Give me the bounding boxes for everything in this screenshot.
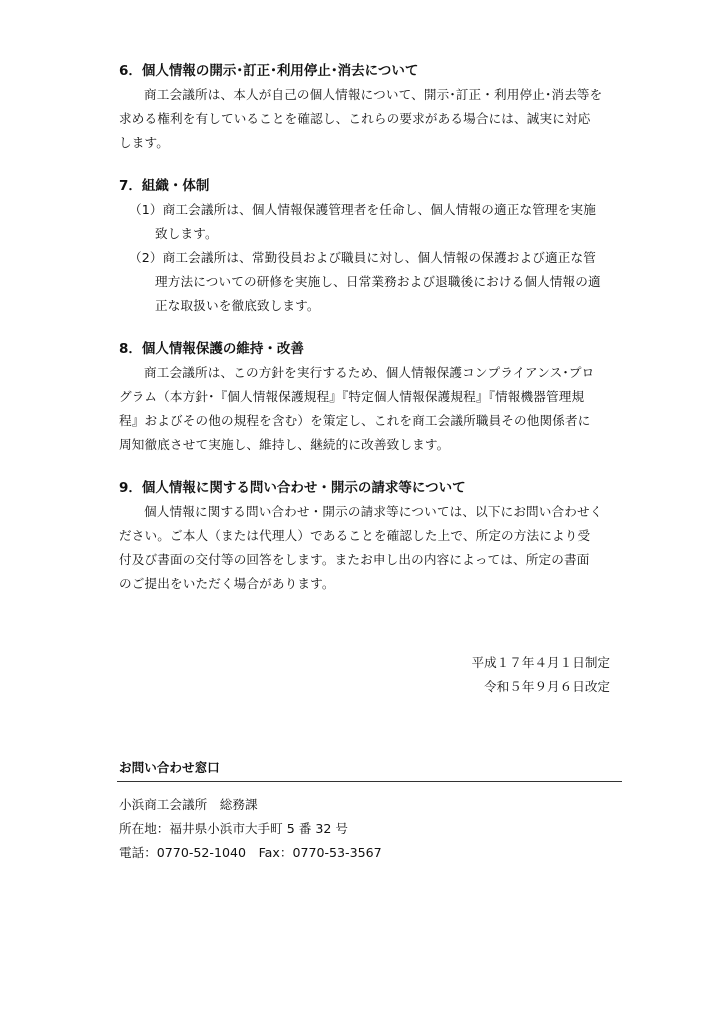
established-date: 平成１７年４月１日制定 (471, 655, 610, 670)
contact-phone-fax: 電話：0770-52-1040 Fax：0770-53-3567 (119, 845, 382, 860)
section-9-line-3: 付及び書面の交付等の回答をします。またお申し出の内容によっては、所定の書面 (119, 552, 590, 567)
section-8-line-4: 周知徹底させて実施し、維持し、継続的に改善致します。 (119, 437, 450, 452)
section-6-line-3: します。 (119, 135, 169, 150)
section-9-heading: 9．個人情報に関する問い合わせ・開示の請求等について (119, 480, 466, 496)
section-9-line-1: 個人情報に関する問い合わせ・開示の請求等については、以下にお問い合わせく (144, 504, 603, 519)
revised-date: 令和５年９月６日改定 (484, 679, 610, 694)
section-9-line-2: ださい。ご本人（または代理人）であることを確認した上で、所定の方法により受 (119, 528, 591, 543)
contact-office: 小浜商工会議所 総務課 (119, 797, 258, 812)
section-9-line-4: のご提出をいただく場合があります。 (119, 576, 335, 591)
section-6-line-2: 求める権利を有していることを確認し、これらの要求がある場合には、誠実に対応 (119, 111, 591, 126)
section-7-item-2-line-2: 理方法についての研修を実施し、日常業務および退職後における個人情報の適 (155, 274, 601, 289)
section-8-line-3: 程』およびその他の規程を含む）を策定し、これを商工会議所職員その他関係者に (119, 413, 591, 428)
section-6-heading: 6．個人情報の開示･訂正･利用停止･消去について (119, 63, 419, 79)
section-6-line-1: 商工会議所は、本人が自己の個人情報について、開示･訂正・利用停止･消去等を (144, 87, 603, 102)
section-8-heading: 8．個人情報保護の維持・改善 (119, 341, 304, 357)
section-7-item-1-line-1: （1）商工会議所は、個人情報保護管理者を任命し、個人情報の適正な管理を実施 (129, 202, 596, 217)
contact-address: 所在地：福井県小浜市大手町 5 番 32 号 (119, 821, 348, 836)
contact-divider (117, 781, 622, 782)
section-7-item-2-line-3: 正な取扱いを徹底致します。 (155, 298, 320, 313)
section-8-line-2: グラム（本方針･『個人情報保護規程』『特定個人情報保護規程』『情報機器管理規 (119, 389, 585, 404)
section-7-heading: 7．組織・体制 (119, 178, 210, 194)
section-8-line-1: 商工会議所は、この方針を実行するため、個人情報保護コンプライアンス･プロ (144, 365, 595, 380)
section-7-item-2-line-1: （2）商工会議所は、常勤役員および職員に対し、個人情報の保護および適正な管 (129, 250, 596, 265)
contact-title: お問い合わせ窓口 (119, 760, 220, 775)
section-7-item-1-line-2: 致します。 (155, 226, 218, 241)
